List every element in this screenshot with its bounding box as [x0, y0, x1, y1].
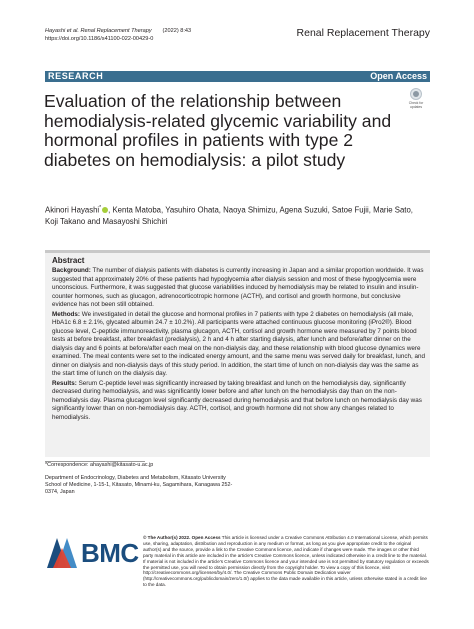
- journal-name: Renal Replacement Therapy: [296, 27, 430, 39]
- article-type-label: RESEARCH: [48, 71, 104, 81]
- author-list-rest: , Kenta Matoba, Yasuhiro Ohata, Naoya Shimizu, Agena Suzuki, Satoe Fujii, Marie Sato,: [108, 205, 413, 215]
- results-text: Serum C-peptide level was significantly increased by taking breakfast and lunch on the hemodialysis day, significantly decreased during hemodialysis, and was significantly lower before and after lunch on the hemodialysis day than on the non-hemodialysis day. Plasma glucagon level significantly decreased during hemodialysis and that before lunch on hemodialysis day was significantly lower than on non-hemodialysis day. ACTH, cortisol, and growth hormone did not show any changes related to hemodialysis.: [52, 379, 422, 421]
- author-list-line2: Koji Takano and Masayoshi Shichiri: [45, 216, 168, 226]
- citation-volume: (2022) 8:43: [162, 28, 192, 34]
- abstract-body: [52, 267, 427, 423]
- check-for-updates-text: Check for updates: [408, 101, 424, 109]
- open-access-label: Open Access: [370, 71, 427, 81]
- abstract-box: [45, 250, 430, 457]
- check-for-updates-badge[interactable]: [403, 87, 429, 111]
- abstract-background: [52, 267, 427, 310]
- bmc-logo-mark-icon: [45, 536, 79, 570]
- abstract-methods: [52, 311, 427, 379]
- background-text: The number of dialysis patients with diabetes is currently increasing in Japan and a similar proportion worldwide. It was suggested that approximately 20% of these patients had hypoglycemia after dialysis session and most of these hypoglycemia were unconscious. Furthermore, it was suggested that glucose variabilities induced by hemodialysis may be related to insulin and insulin-counter hormones, such as glucagon, adrenocorticotropic hormone (ACTH), and cortisol and growth hormone, but conclusive evidence has not been still obtained.: [52, 267, 424, 308]
- abstract-heading: Abstract: [52, 256, 85, 265]
- bmc-logo: [45, 536, 139, 570]
- license-heading: © The Author(s) 2022. Open Access: [143, 535, 221, 540]
- methods-text: We investigated in detail the glucose and hormonal profiles in 7 patients with type 2 diabetes on hemodialysis (all male, HbA1c 6.8 ± 2.1%, glycated albumin 24.7 ± 10.2%). All participants were attached continuous glucose monitoring (iPro2®). Blood glucose level, C-peptide immunoreactivity, plasma glucagon, ACTH, cortisol and growth hormone were measured by 7 points blood tests at before breakfast, after breakfast (predialysis), 2 h and 4 h after starting dialysis, after lunch and before/after dinner on the dialysis day and 6 points at before/after each meal on the non-dialysis day, and these relationship with blood glucose dynamics were examined. The meal contents were set to the indicated energy amount, and the same menu was served daily for breakfast, lunch, and dinner on dialysis and non-dialysis days of this study period. In addition, the start time of lunch on non-dialysis day was the same as the start time of lunch on the dialysis day.: [52, 310, 426, 377]
- license-notice: [143, 535, 430, 588]
- article-title: Evaluation of the relationship between hemodialysis-related glycemic variability and hormonal profiles in patients with type 2 diabetes on hemodialysis: a pilot study: [44, 91, 392, 170]
- results-label: Results:: [52, 379, 77, 387]
- bmc-logo-text: BMC: [81, 538, 139, 568]
- affiliation: Department of Endocrinology, Diabetes and Metabolism, Kitasato University School of Medicine, 1-15-1, Kitasato, Minami-ku, Sagamihara, Kanagawa 252-0374, Japan: [45, 475, 233, 495]
- background-label: Background:: [52, 267, 91, 274]
- citation-authors: Hayashi et al. Renal Replacement Therapy: [45, 28, 152, 34]
- correspondence: *Correspondence: ahayashi@kitasato-u.ac.jp: [45, 462, 154, 468]
- abstract-results: [52, 380, 427, 423]
- author-first[interactable]: Akinori Hayashi: [45, 205, 100, 215]
- doi-link[interactable]: https://doi.org/10.1186/s41100-022-00429-0: [45, 36, 154, 42]
- citation-header: [45, 27, 191, 43]
- methods-label: Methods:: [52, 310, 80, 318]
- check-for-updates-icon: [410, 88, 422, 100]
- author-list: [45, 203, 437, 227]
- article-type-banner: [45, 71, 430, 82]
- corresponding-marker: *: [99, 205, 102, 211]
- license-text: This article is licensed under a Creative Commons Attribution 4.0 International License, which permits use, sharing, adaptation, distribution and reproduction in any medium or format, as long as you give appropriate credit to the original author(s) and the source, provide a link to the Creative Commons licence, and indicate if changes were made. The images or other third party material in this article are included in the article's Creative Commons licence, unless indicated otherwise in a credit line to the material. If material is not included in the article's Creative Commons licence and your intended use is not permitted by statutory regulation or exceeds the permitted use, you will need to obtain permission directly from the copyright holder. To view a copy of this licence, visit http://creativecommons.org/licenses/by/4.0/. The Creative Commons Public Domain Dedication waiver (http://creativecommons.org/publicdomain/zero/1.0/) applies to the data made available in this article, unless otherwise stated in a credit line to the data.: [143, 535, 429, 588]
